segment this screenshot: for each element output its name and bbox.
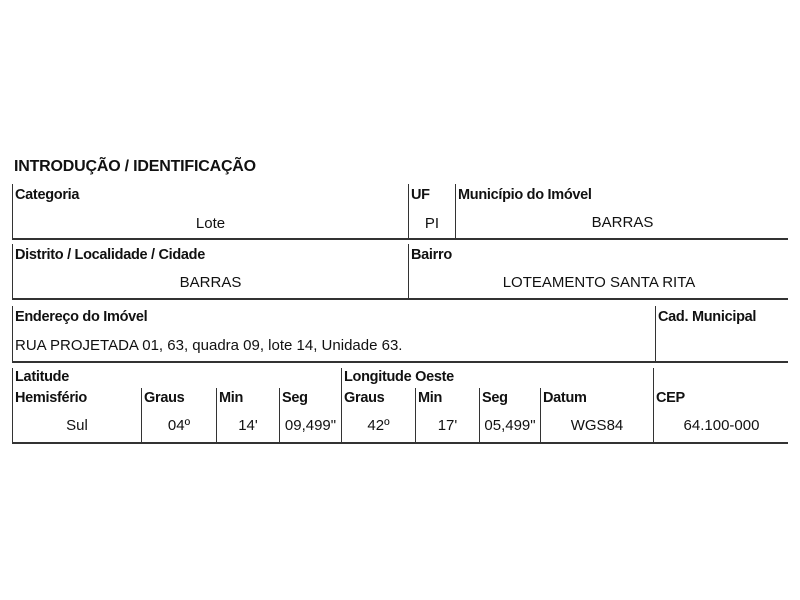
row-categoria: [12, 184, 788, 240]
bairro-value: LOTEAMENTO SANTA RITA: [502, 274, 696, 291]
longitude-label: Longitude Oeste: [344, 369, 454, 385]
distrito-value: BARRAS: [179, 274, 242, 291]
row-distrito: [12, 244, 788, 300]
municipio-value: BARRAS: [591, 214, 654, 231]
bairro-label: Bairro: [411, 247, 452, 263]
endereco-value: RUA PROJETADA 01, 63, quadra 09, lote 14, Unidade 63.: [15, 337, 403, 354]
distrito-label: Distrito / Localidade / Cidade: [15, 247, 206, 263]
endereco-label: Endereço do Imóvel: [15, 309, 148, 325]
lat-seg-label: Seg: [282, 390, 308, 406]
lat-seg-value: 09,499": [284, 417, 337, 434]
row-coordenadas: [12, 368, 788, 444]
divider: [655, 306, 656, 361]
cad-municipal-label: Cad. Municipal: [658, 309, 757, 325]
datum-label: Datum: [543, 390, 587, 406]
row-endereco: [12, 306, 788, 363]
uf-value: PI: [424, 215, 440, 232]
lon-seg-value: 05,499": [484, 417, 536, 434]
lon-min-label: Min: [418, 390, 443, 406]
cep-value: 64.100-000: [683, 417, 760, 434]
lon-graus-value: 42º: [367, 417, 390, 434]
categoria-label: Categoria: [15, 187, 80, 203]
municipio-label: Município do Imóvel: [458, 187, 592, 203]
categoria-value: Lote: [195, 215, 226, 232]
lat-min-value: 14': [238, 417, 258, 434]
hemisferio-value: Sul: [66, 417, 88, 434]
lat-min-label: Min: [219, 390, 244, 406]
cep-label: CEP: [656, 390, 685, 406]
datum-value: WGS84: [570, 417, 624, 434]
lat-graus-label: Graus: [144, 390, 185, 406]
lon-min-value: 17': [437, 417, 458, 434]
latitude-label: Latitude: [15, 369, 69, 385]
lat-graus-value: 04º: [167, 417, 191, 434]
uf-label: UF: [411, 187, 430, 203]
lon-seg-label: Seg: [482, 390, 508, 406]
lon-graus-label: Graus: [344, 390, 385, 406]
hemisferio-label: Hemisfério: [15, 390, 87, 406]
section-title: INTRODUÇÃO / IDENTIFICAÇÃO: [14, 158, 256, 175]
